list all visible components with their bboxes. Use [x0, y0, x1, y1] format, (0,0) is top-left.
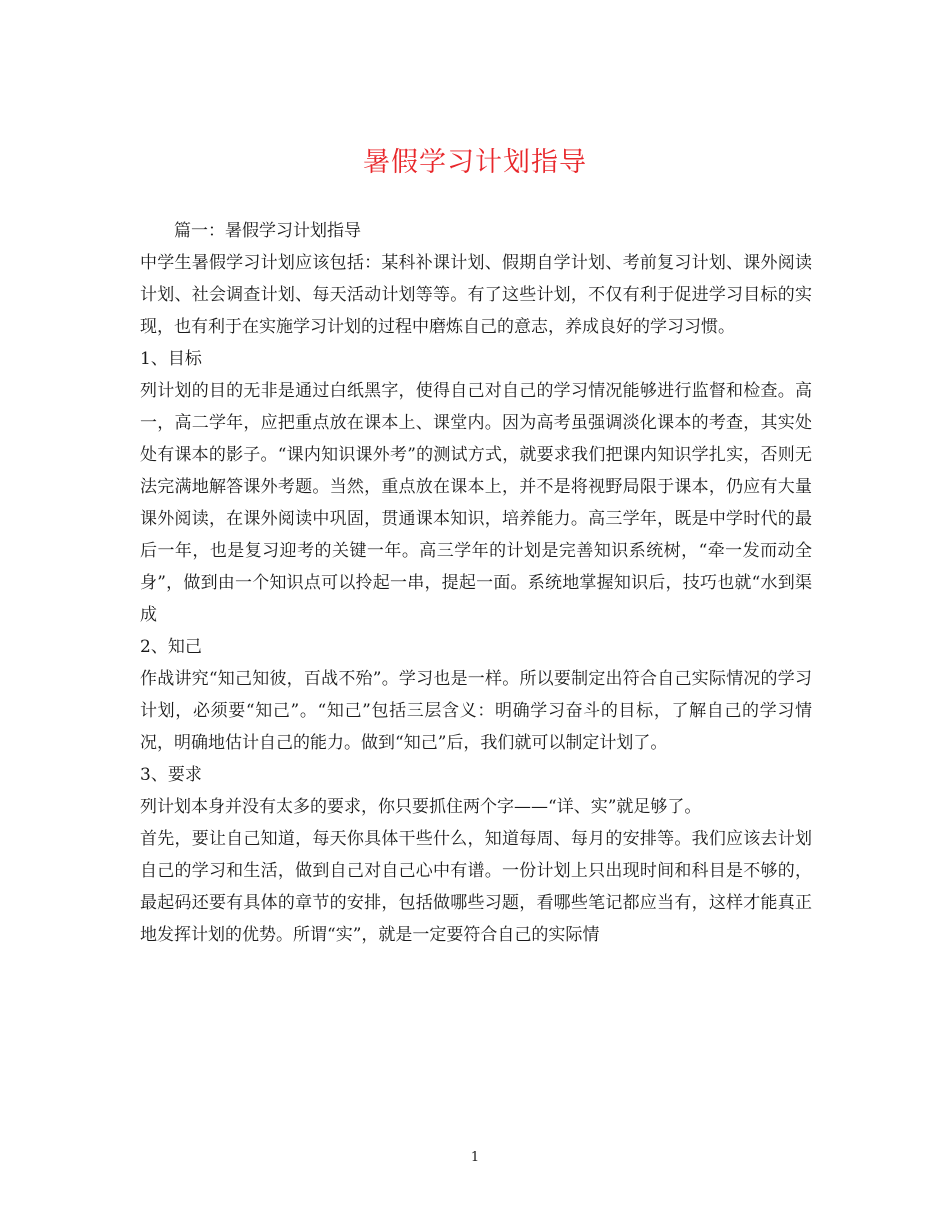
- paragraph: 作战讲究“知己知彼，百战不殆”。学习也是一样。所以要制定出符合自己实际情况的学习计划，必须要“知己”。“知己”包括三层含义：明确学习奋斗的目标，了解自己的学习情况，明确地估计自己的能力。做到“知己”后，我们就可以制定计划了。: [140, 669, 812, 753]
- section-heading: 篇一：暑假学习计划指导: [174, 221, 361, 241]
- section-heading: 3、要求: [140, 765, 202, 785]
- section-heading: 1、目标: [140, 349, 202, 369]
- paragraph: 首先，要让自己知道，每天你具体干些什么，知道每周、每月的安排等。我们应该去计划自己的学习和生活，做到自己对自己心中有谱。一份计划上只出现时间和科目是不够的，最起码还要有具体的章节的安排，包括做哪些习题，看哪些笔记都应当有，这样才能真正地发挥计划的优势。所谓“实”，就是一定要符合自己的实际情: [140, 829, 812, 945]
- document-title: 暑假学习计划指导: [363, 147, 587, 178]
- paragraph: 列计划的目的无非是通过白纸黑字，使得自己对自己的学习情况能够进行监督和检查。高一，高二学年，应把重点放在课本上、课堂内。因为高考虽强调淡化课本的考查，其实处处有课本的影子。“课内知识课外考”的测试方式，就要求我们把课内知识学扎实，否则无法完满地解答课外考题。当然，重点放在课本上，并不是将视野局限于课本，仍应有大量课外阅读，在课外阅读中巩固，贯通课本知识，培养能力。高三学年，既是中学时代的最后一年，也是复习迎考的关键一年。高三学年的计划是完善知识系统树，“牵一发而动全身”，做到由一个知识点可以拎起一串，提起一面。系统地掌握知识后，技巧也就“水到渠成: [140, 381, 812, 625]
- paragraph: 中学生暑假学习计划应该包括：某科补课计划、假期自学计划、考前复习计划、课外阅读计划、社会调查计划、每天活动计划等等。有了这些计划，不仅有利于促进学习目标的实现，也有利于在实施学习计划的过程中磨炼自己的意志，养成良好的学习习惯。: [140, 253, 812, 337]
- section-heading: 2、知己: [140, 637, 202, 657]
- paragraph: 列计划本身并没有太多的要求，你只要抓住两个字——“详、实”就足够了。: [140, 797, 702, 817]
- document-body: [140, 215, 812, 951]
- page-number: 1: [470, 1150, 480, 1165]
